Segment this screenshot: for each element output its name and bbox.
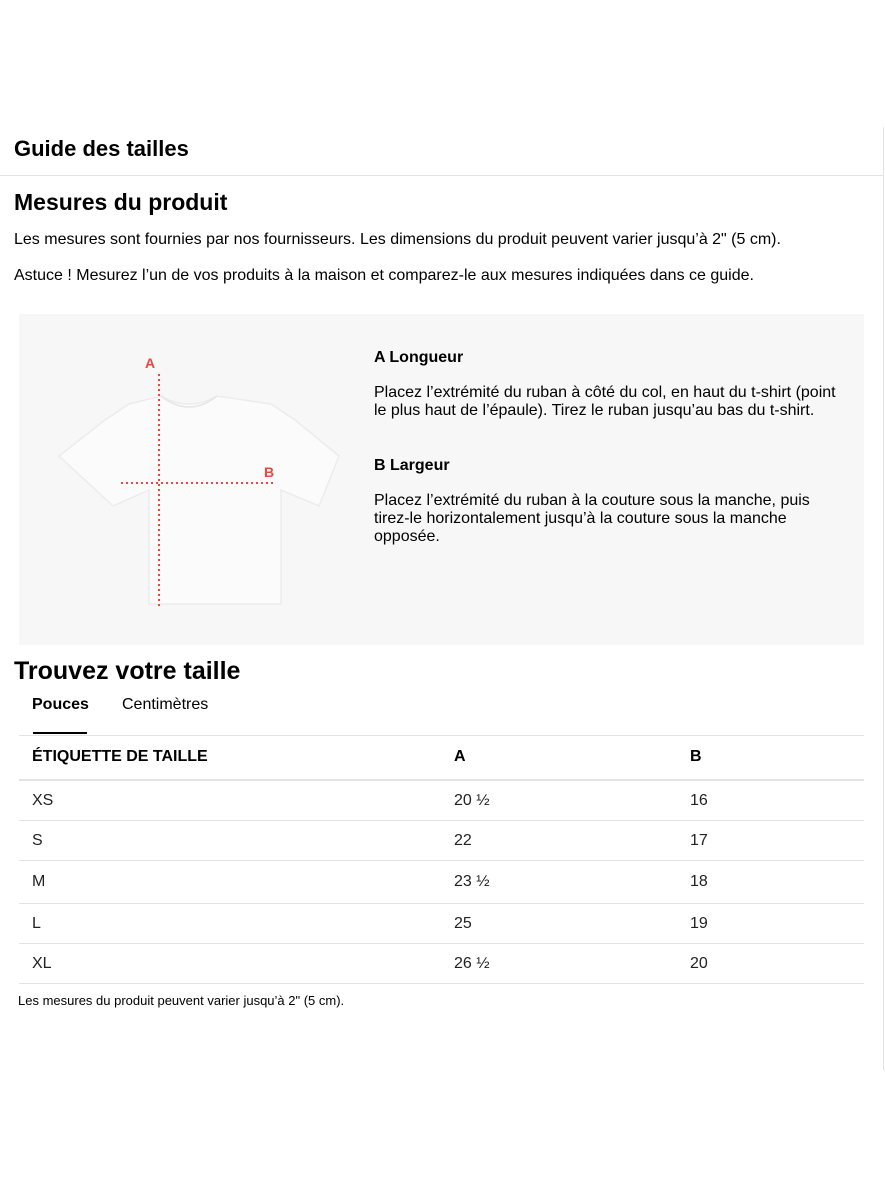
value-a: 23 ½	[441, 861, 677, 904]
value-b: 19	[677, 904, 864, 944]
panel-right-border	[883, 127, 884, 1070]
table-footnote: Les mesures du produit peuvent varier jusqu’à 2" (5 cm).	[18, 993, 345, 1008]
value-b: 20	[677, 944, 864, 984]
tshirt-diagram	[49, 344, 349, 614]
measurements-tip: Astuce ! Mesurez l’un de vos produits à la maison et comparez-le aux mesures indiquées dans ce guide.	[14, 267, 754, 284]
size-label: M	[19, 861, 441, 904]
width-instructions: Placez l’extrémité du ruban à la couture sous la manche, puis tirez-le horizontalement jusqu’à la couture sous la manche opposée.	[374, 492, 810, 545]
label-b: B	[264, 464, 275, 480]
value-a: 20 ½	[441, 780, 677, 821]
size-label: S	[19, 821, 441, 861]
tshirt-shape	[59, 396, 339, 604]
unit-tabs	[19, 690, 864, 736]
length-instructions: Placez l’extrémité du ruban à côté du col, en haut du t-shirt (point le plus haut de l’épaule). Tirez le ruban jusqu’au bas du t-shirt.	[374, 384, 836, 419]
measurements-intro: Les mesures sont fournies par nos fournisseurs. Les dimensions du produit peuvent varier jusqu’à 2" (5 cm).	[14, 231, 781, 248]
column-header-size-label: ÉTIQUETTE DE TAILLE	[19, 735, 441, 780]
size-label: XS	[19, 780, 441, 821]
value-a: 25	[441, 904, 677, 944]
table-header-row	[19, 735, 864, 780]
measurement-length	[374, 348, 844, 420]
find-size-heading: Trouvez votre taille	[14, 657, 241, 685]
size-table	[19, 735, 864, 984]
table-row	[19, 861, 864, 904]
value-b: 16	[677, 780, 864, 821]
table-row	[19, 780, 864, 821]
value-a: 26 ½	[441, 944, 677, 984]
size-label: XL	[19, 944, 441, 984]
column-header-a: A	[441, 735, 677, 780]
measurement-diagram-panel	[19, 314, 864, 645]
value-a: 22	[441, 821, 677, 861]
product-measurements-heading: Mesures du produit	[14, 189, 228, 215]
label-a: A	[145, 355, 156, 371]
width-title: B Largeur	[374, 457, 450, 474]
tab-inches[interactable]: Pouces	[32, 696, 89, 713]
length-title: A Longueur	[374, 349, 464, 366]
active-tab-indicator	[33, 732, 87, 734]
tab-centimeters[interactable]: Centimètres	[122, 696, 209, 713]
table-row	[19, 821, 864, 861]
page-title: Guide des tailles	[14, 136, 189, 161]
measurement-width	[374, 456, 844, 546]
table-row	[19, 904, 864, 944]
value-b: 17	[677, 821, 864, 861]
title-divider	[0, 175, 884, 176]
size-label: L	[19, 904, 441, 944]
column-header-b: B	[677, 735, 864, 780]
table-row	[19, 944, 864, 984]
value-b: 18	[677, 861, 864, 904]
